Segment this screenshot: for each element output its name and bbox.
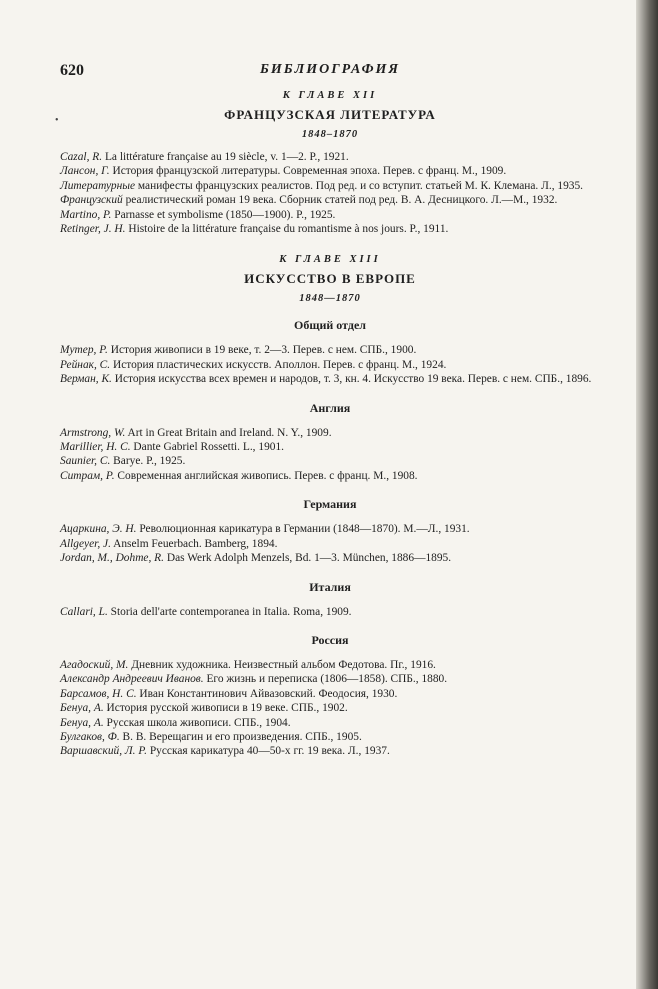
entry-text: реалистический роман 19 века. Сборник статей под ред. В. А. Десницкого. Л.—М., 1932. bbox=[125, 194, 558, 207]
entry-text: Das Werk Adolph Menzels, Bd. 1—3. München, 1886—1895. bbox=[166, 552, 452, 565]
bibliography-body bbox=[60, 90, 600, 759]
running-head bbox=[60, 62, 600, 84]
bibliography-entry bbox=[60, 454, 600, 468]
entry-text: манифесты французских реалистов. Под ред. и со вступит. статьей М. К. Клемана. Л., 1935. bbox=[137, 179, 584, 192]
entry-list bbox=[60, 605, 600, 619]
bibliography-entry bbox=[60, 372, 600, 386]
entry-author: Барсамов, Н. С. bbox=[60, 687, 137, 700]
chapter-years: 1848–1870 bbox=[301, 129, 359, 140]
chapter-title: ФРАНЦУЗСКАЯ ЛИТЕРАТУРА bbox=[224, 107, 436, 122]
entry-author: Callari, L. bbox=[60, 605, 108, 618]
chapter-block bbox=[60, 254, 600, 758]
bibliography-entry bbox=[60, 343, 600, 357]
entry-author: Allgeyer, J. bbox=[60, 537, 111, 550]
entry-list bbox=[60, 658, 600, 759]
entry-author: Литературные bbox=[60, 179, 136, 192]
entry-text: История французской литературы. Современная эпоха. Перев. с франц. М., 1909. bbox=[112, 165, 507, 178]
bibliography-entry bbox=[60, 744, 600, 758]
entry-text: В. В. Верещагин и его произведения. СПБ., 1905. bbox=[122, 730, 362, 743]
ink-speck: • bbox=[55, 115, 59, 126]
entry-list bbox=[60, 150, 600, 236]
entry-author: Булгаков, Ф. bbox=[60, 730, 120, 743]
entry-text: История пластических искусств. Аполлон. Перев. с франц. М., 1924. bbox=[112, 358, 447, 371]
entry-text: Parnasse et symbolisme (1850—1900). P., 1925. bbox=[114, 208, 336, 221]
entry-text: Storia dell'arte contemporanea in Italia. Roma, 1909. bbox=[110, 605, 352, 618]
section-heading: Германия bbox=[303, 497, 357, 512]
entry-list bbox=[60, 343, 600, 386]
bibliography-entry bbox=[60, 522, 600, 536]
section-heading: Общий отдел bbox=[294, 318, 366, 333]
entry-text: История живописи в 19 веке, т. 2—3. Перев. с нем. СПБ., 1900. bbox=[110, 344, 417, 357]
entry-author: Jordan, M., Dohme, R. bbox=[60, 552, 164, 565]
entry-author: Ланcон, Г. bbox=[60, 165, 110, 178]
entry-text: Русская школа живописи. СПБ., 1904. bbox=[106, 716, 291, 729]
entry-text: Histoire de la littérature française du romantisme à nos jours. P., 1911. bbox=[128, 223, 449, 236]
entry-text: Его жизнь и переписка (1806—1858). СПБ., 1880. bbox=[206, 673, 448, 686]
entry-author: Французский bbox=[60, 194, 123, 207]
entry-text: Иван Константинович Айвазовский. Феодосия, 1930. bbox=[139, 687, 398, 700]
entry-author: Saunier, C. bbox=[60, 455, 111, 468]
bibliography-entry bbox=[60, 551, 600, 565]
entry-author: Retinger, J. H. bbox=[60, 223, 126, 236]
section-heading: Италия bbox=[309, 579, 351, 594]
entry-text: Dante Gabriel Rossetti. L., 1901. bbox=[133, 441, 285, 454]
bibliography-entry bbox=[60, 730, 600, 744]
entry-author: Ситрам, Р. bbox=[60, 469, 115, 482]
entry-author: Агадоский, М. bbox=[60, 658, 129, 671]
bibliography-entry bbox=[60, 358, 600, 372]
bibliography-entry bbox=[60, 179, 600, 193]
entry-author: Рейнак, С. bbox=[60, 358, 111, 371]
section-heading: Россия bbox=[311, 632, 349, 647]
bibliography-entry bbox=[60, 440, 600, 454]
entry-author: Варшавский, Л. Р. bbox=[60, 745, 147, 758]
chapter-label: К ГЛАВЕ XII bbox=[282, 90, 378, 101]
entry-text: История искусства всех времен и народов, т. 3, кн. 4. Искусство 19 века. Перев. с нем. СПБ., 1896. bbox=[114, 373, 592, 386]
running-title: БИБЛИОГРАФИЯ bbox=[259, 62, 401, 77]
bibliography-entry bbox=[60, 687, 600, 701]
bibliography-entry bbox=[60, 716, 600, 730]
entry-author: Armstrong, W. bbox=[60, 426, 126, 439]
bibliography-entry bbox=[60, 605, 600, 619]
bibliography-entry bbox=[60, 701, 600, 715]
bibliography-entry bbox=[60, 426, 600, 440]
entry-author: Верман, К. bbox=[60, 373, 112, 386]
bibliography-entry bbox=[60, 658, 600, 672]
bibliography-entry bbox=[60, 208, 600, 222]
entry-author: Martino, P. bbox=[60, 208, 112, 221]
entry-text: Anselm Feuerbach. Bamberg, 1894. bbox=[113, 537, 278, 550]
page-number: 620 bbox=[60, 62, 84, 79]
entry-author: Бенуа, А. bbox=[60, 716, 104, 729]
bibliography-entry bbox=[60, 537, 600, 551]
book-spine-shadow bbox=[636, 0, 658, 989]
chapter-years: 1848—1870 bbox=[299, 293, 361, 305]
entry-list bbox=[60, 522, 600, 565]
entry-text: Дневник художника. Неизвестный альбом Федотова. Пг., 1916. bbox=[131, 658, 436, 671]
chapter-label: К ГЛАВЕ XIII bbox=[279, 254, 381, 266]
entry-text: Революционная карикатура в Германии (1848—1870). М.—Л., 1931. bbox=[139, 523, 470, 536]
entry-text: Barye. P., 1925. bbox=[113, 455, 186, 468]
entry-author: Cazal, R. bbox=[60, 151, 103, 163]
entry-author: Александр Андреевич Иванов. bbox=[60, 673, 204, 686]
entry-text: История русской живописи в 19 веке. СПБ., 1902. bbox=[106, 702, 348, 715]
entry-author: Marillier, H. C. bbox=[60, 441, 131, 454]
entry-author: Бенуа, А. bbox=[60, 702, 104, 715]
entry-author: Мутер, Р. bbox=[60, 344, 108, 357]
entry-text: Современная английская живопись. Перев. с франц. М., 1908. bbox=[117, 469, 418, 482]
entry-text: La littérature française au 19 siècle, v. 1—2. P., 1921. bbox=[104, 151, 349, 163]
chapter-title: ИСКУССТВО В ЕВРОПЕ bbox=[244, 271, 416, 287]
bibliography-entry bbox=[60, 672, 600, 686]
bibliography-entry bbox=[60, 469, 600, 483]
entry-text: Русская карикатура 40—50-х гг. 19 века. Л., 1937. bbox=[149, 745, 390, 758]
section-heading: Англия bbox=[309, 400, 351, 415]
bibliography-entry bbox=[60, 222, 600, 236]
page-content bbox=[60, 62, 600, 765]
bibliography-entry bbox=[60, 150, 600, 164]
entry-list bbox=[60, 426, 600, 484]
chapter-block bbox=[60, 90, 600, 236]
bibliography-entry bbox=[60, 164, 600, 178]
entry-text: Art in Great Britain and Ireland. N. Y., 1909. bbox=[127, 426, 332, 439]
bibliography-entry bbox=[60, 193, 600, 207]
entry-author: Ацаркина, Э. Н. bbox=[60, 523, 137, 536]
